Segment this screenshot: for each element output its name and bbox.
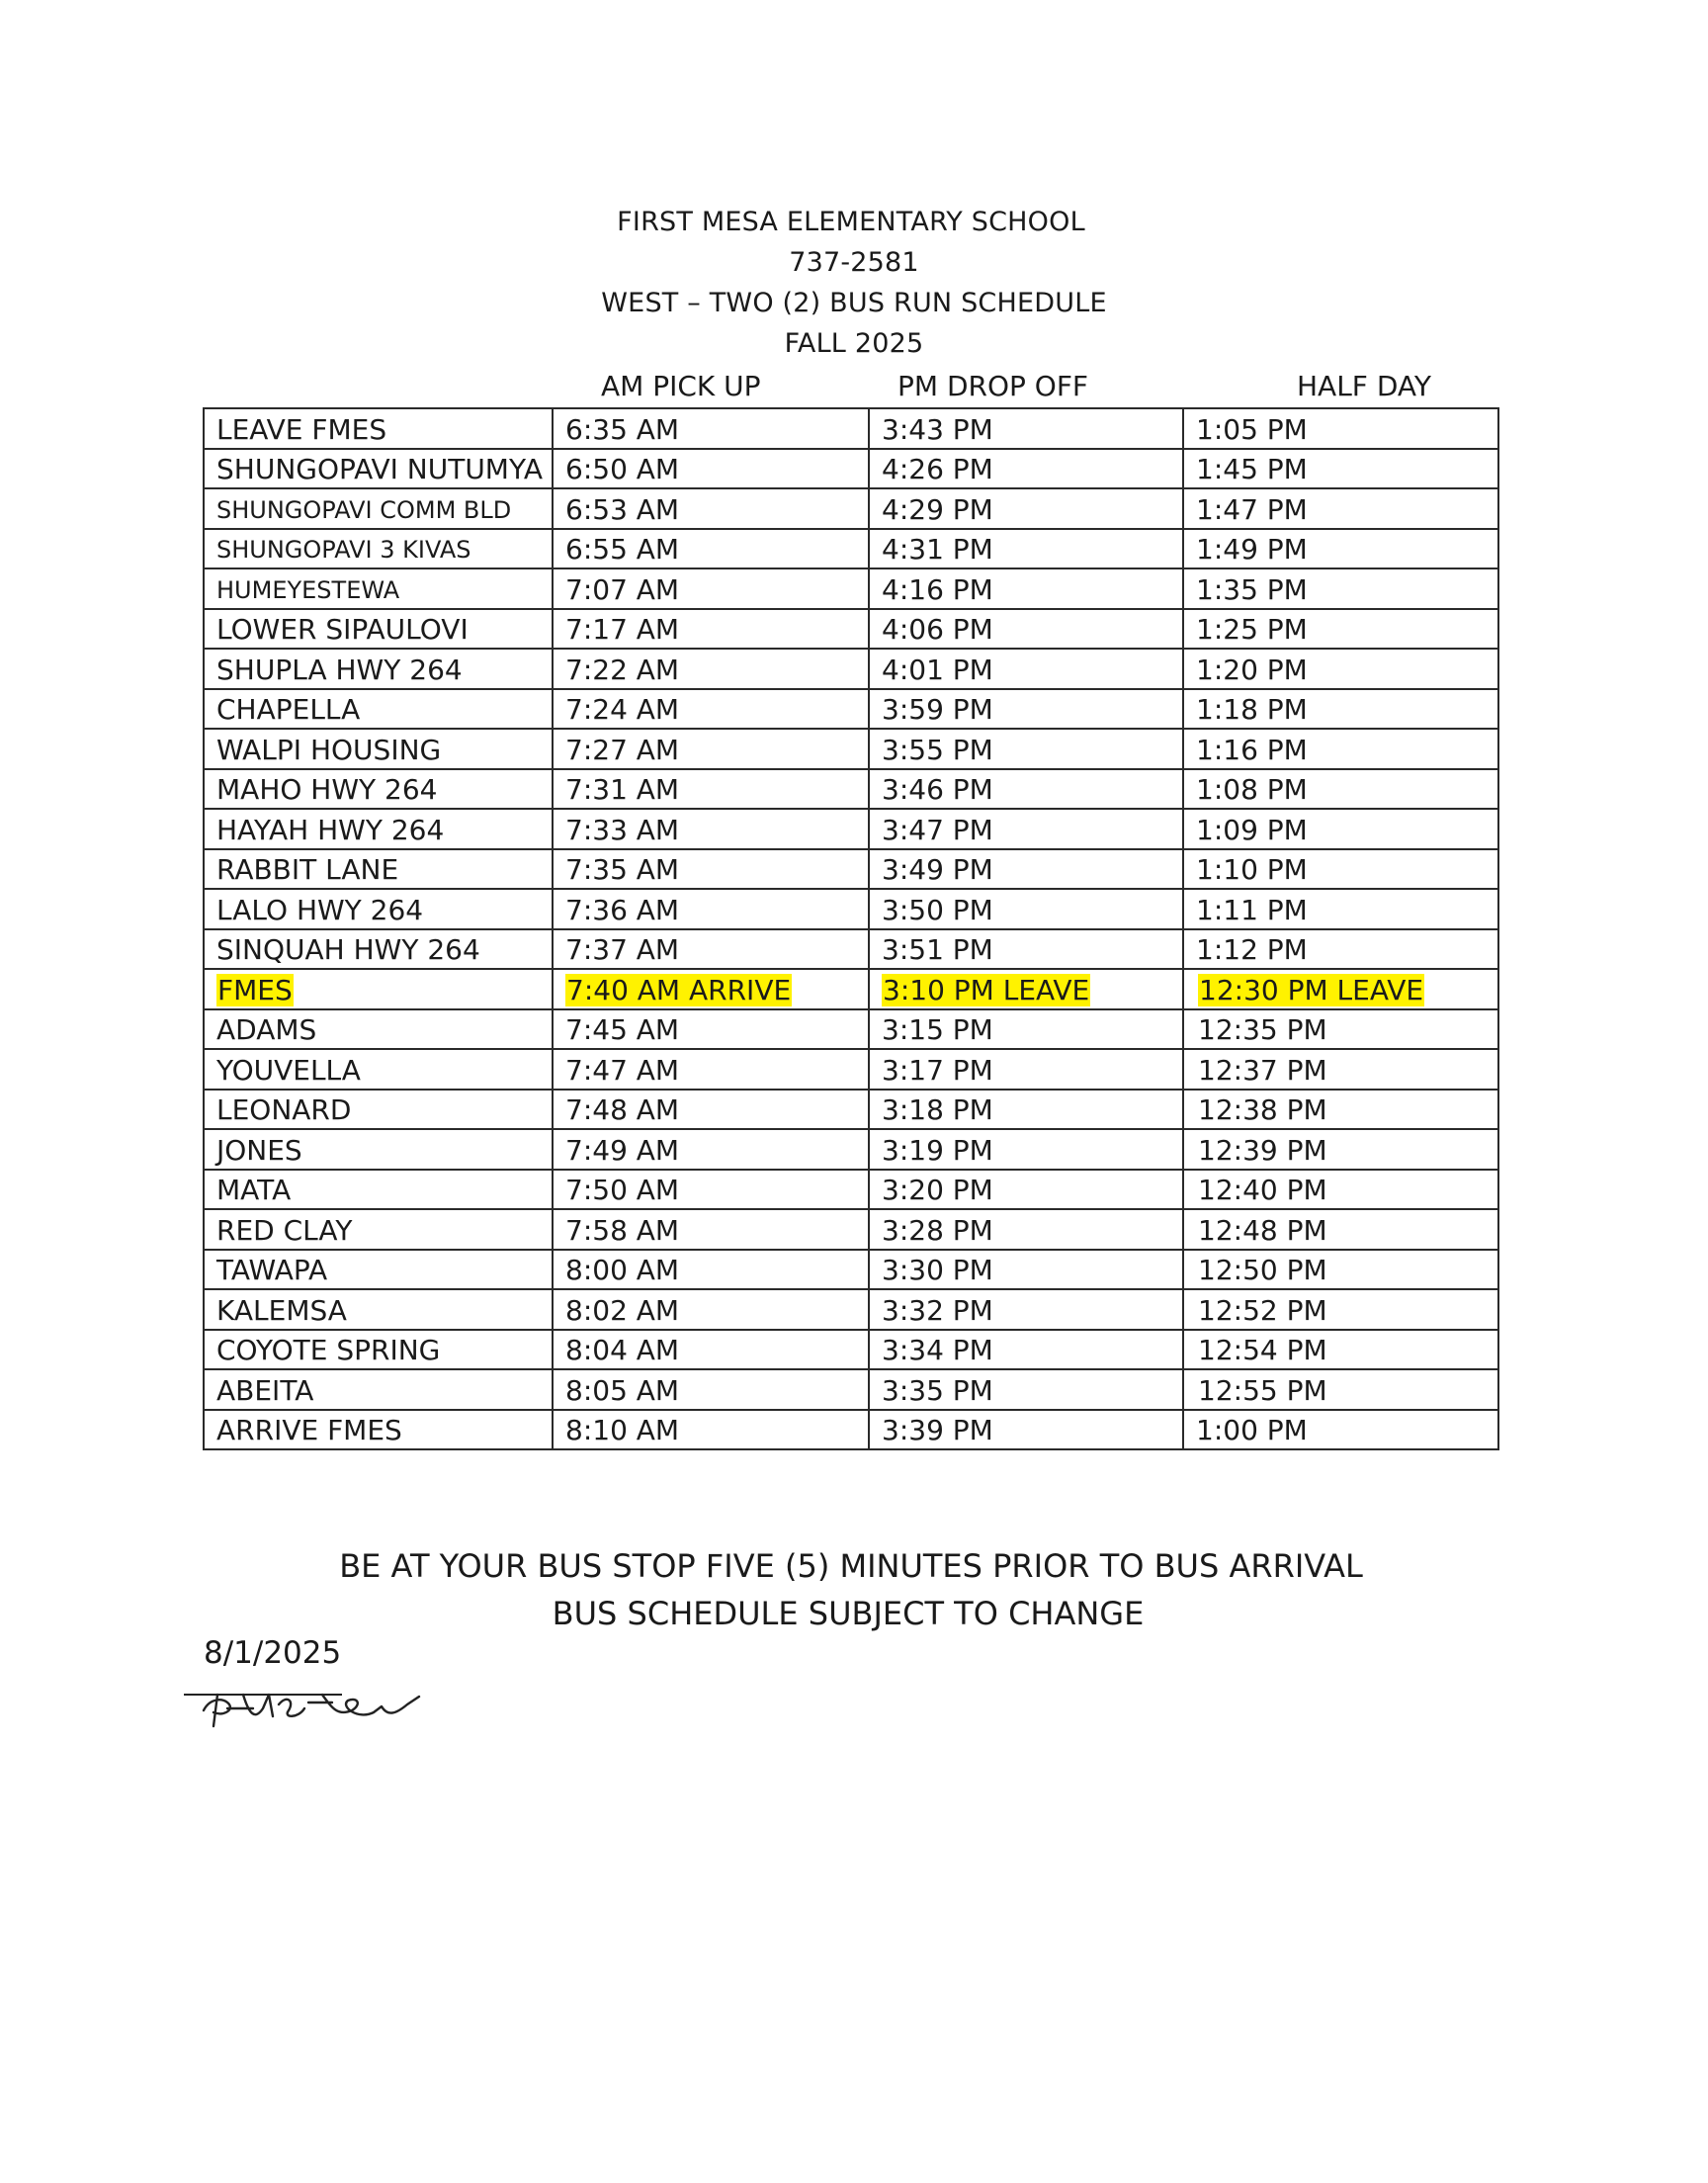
cell-text: 1:10 PM — [1196, 853, 1308, 886]
cell-text: 8:10 AM — [565, 1414, 680, 1446]
stop-cell — [204, 1369, 553, 1410]
cell-text: 3:30 PM — [882, 1254, 993, 1286]
table-row — [204, 488, 1498, 529]
cell-text: 1:35 PM — [1196, 572, 1308, 606]
half-day-cell — [1183, 809, 1498, 849]
stop-cell — [204, 568, 553, 609]
stop-cell — [204, 1129, 553, 1170]
cell-text: 1:11 PM — [1196, 893, 1308, 926]
cell-text: 3:19 PM — [882, 1133, 993, 1167]
cell-text: 1:20 PM — [1196, 653, 1308, 686]
cell-text: 1:49 PM — [1196, 533, 1308, 566]
am-pickup-cell — [553, 1170, 869, 1210]
stop-cell — [204, 1410, 553, 1450]
cell-text: 6:35 AM — [565, 412, 680, 446]
cell-text: RABBIT LANE — [216, 853, 399, 886]
cell-text: 3:28 PM — [882, 1213, 993, 1247]
stop-cell — [204, 889, 553, 929]
cell-text: 1:05 PM — [1196, 412, 1308, 446]
cell-text: 7:36 AM — [565, 893, 680, 926]
cell-text: 3:49 PM — [882, 853, 993, 886]
cell-text: 6:50 AM — [565, 453, 680, 485]
cell-text: 7:33 AM — [565, 813, 680, 846]
table-row — [204, 849, 1498, 890]
half-day-cell — [1183, 1009, 1498, 1050]
half-day-cell — [1183, 1250, 1498, 1290]
cell-text: KALEMSA — [216, 1293, 347, 1327]
cell-text: 7:31 AM — [565, 773, 680, 806]
half-day-cell — [1183, 609, 1498, 650]
half-day-cell — [1183, 689, 1498, 730]
cell-text: 3:43 PM — [882, 412, 993, 446]
cell-text: 4:01 PM — [882, 653, 993, 686]
stop-cell — [204, 1250, 553, 1290]
table-row — [204, 568, 1498, 609]
pm-dropoff-cell — [869, 1009, 1183, 1050]
table-row — [204, 929, 1498, 970]
cell-text: LEAVE FMES — [216, 412, 387, 446]
cell-text: 3:46 PM — [882, 773, 993, 806]
cell-text: LEONARD — [216, 1093, 352, 1126]
cell-text: 3:15 PM — [882, 1013, 993, 1046]
table-row — [204, 408, 1498, 449]
half-day-cell — [1183, 889, 1498, 929]
am-pickup-cell — [553, 969, 869, 1009]
table-row — [204, 1289, 1498, 1330]
cell-text: RED CLAY — [216, 1213, 353, 1247]
schedule-table-body — [204, 408, 1498, 1449]
cell-text: CHAPELLA — [216, 693, 361, 726]
half-day-cell — [1183, 729, 1498, 769]
cell-text: MAHO HWY 264 — [216, 773, 438, 806]
cell-text: 1:47 PM — [1196, 492, 1308, 526]
cell-text: SHUNGOPAVI COMM BLD — [216, 495, 512, 524]
am-pickup-cell — [553, 529, 869, 569]
signature-date: 8/1/2025 — [204, 1635, 342, 1671]
half-day-cell — [1183, 649, 1498, 689]
half-day-cell — [1183, 1369, 1498, 1410]
school-phone: 737-2581 — [789, 247, 919, 278]
cell-text: 12:38 PM — [1198, 1093, 1327, 1126]
cell-text: 3:39 PM — [882, 1414, 993, 1446]
table-row — [204, 1369, 1498, 1410]
am-pickup-cell — [553, 488, 869, 529]
half-day-cell — [1183, 929, 1498, 970]
cell-text: 12:54 PM — [1198, 1334, 1327, 1366]
pm-dropoff-cell — [869, 449, 1183, 489]
cell-text: 12:55 PM — [1198, 1373, 1327, 1407]
handwritten-signature — [184, 1665, 441, 1734]
stop-cell — [204, 969, 553, 1009]
table-row — [204, 649, 1498, 689]
highlighted-text: FMES — [217, 973, 293, 1006]
am-pickup-cell — [553, 1209, 869, 1250]
half-day-cell — [1183, 1049, 1498, 1090]
table-row — [204, 1250, 1498, 1290]
stop-cell — [204, 649, 553, 689]
cell-text: 7:58 AM — [565, 1213, 680, 1247]
cell-text: 12:50 PM — [1198, 1254, 1327, 1286]
cell-text: 8:05 AM — [565, 1373, 680, 1407]
half-day-cell — [1183, 1289, 1498, 1330]
stop-cell — [204, 1009, 553, 1050]
school-name: FIRST MESA ELEMENTARY SCHOOL — [617, 207, 1085, 237]
schedule-notes — [0, 1542, 1708, 1637]
pm-dropoff-cell — [869, 568, 1183, 609]
pm-dropoff-cell — [869, 1410, 1183, 1450]
column-header-half-day: HALF DAY — [1297, 370, 1431, 402]
half-day-cell — [1183, 1330, 1498, 1370]
cell-text: ARRIVE FMES — [216, 1414, 402, 1446]
pm-dropoff-cell — [869, 929, 1183, 970]
schedule-title: WEST – TWO (2) BUS RUN SCHEDULE — [601, 288, 1107, 318]
cell-text: SHUNGOPAVI 3 KIVAS — [216, 536, 471, 564]
pm-dropoff-cell — [869, 1330, 1183, 1370]
highlighted-text: 12:30 PM LEAVE — [1199, 973, 1424, 1006]
cell-text: 3:20 PM — [882, 1174, 993, 1206]
table-row — [204, 529, 1498, 569]
table-row — [204, 689, 1498, 730]
stop-cell — [204, 849, 553, 890]
am-pickup-cell — [553, 1289, 869, 1330]
cell-text: ADAMS — [216, 1013, 317, 1046]
cell-text: 3:59 PM — [882, 693, 993, 726]
column-headers — [0, 370, 1708, 409]
cell-text: ABEITA — [216, 1373, 314, 1407]
cell-text: 3:35 PM — [882, 1373, 993, 1407]
cell-text: 7:50 AM — [565, 1174, 680, 1206]
am-pickup-cell — [553, 1369, 869, 1410]
half-day-cell — [1183, 1410, 1498, 1450]
pm-dropoff-cell — [869, 1250, 1183, 1290]
table-row — [204, 1090, 1498, 1130]
cell-text: 7:37 AM — [565, 933, 680, 966]
cell-text: 4:16 PM — [882, 572, 993, 606]
pm-dropoff-cell — [869, 488, 1183, 529]
pm-dropoff-cell — [869, 769, 1183, 810]
cell-text: 12:37 PM — [1198, 1053, 1327, 1087]
cell-text: 12:40 PM — [1198, 1174, 1327, 1206]
am-pickup-cell — [553, 1250, 869, 1290]
pm-dropoff-cell — [869, 1170, 1183, 1210]
cell-text: 1:16 PM — [1196, 733, 1308, 766]
highlighted-text: 3:10 PM LEAVE — [883, 973, 1090, 1006]
cell-text: 3:50 PM — [882, 893, 993, 926]
half-day-cell — [1183, 849, 1498, 890]
cell-text: 7:27 AM — [565, 733, 680, 766]
pm-dropoff-cell — [869, 609, 1183, 650]
table-row — [204, 809, 1498, 849]
pm-dropoff-cell — [869, 649, 1183, 689]
am-pickup-cell — [553, 649, 869, 689]
cell-text: LALO HWY 264 — [216, 893, 424, 926]
half-day-cell — [1183, 488, 1498, 529]
cell-text: 3:47 PM — [882, 813, 993, 846]
cell-text: HUMEYESTEWA — [216, 575, 400, 604]
am-pickup-cell — [553, 809, 869, 849]
highlighted-text: 7:40 AM ARRIVE — [566, 973, 792, 1006]
half-day-cell — [1183, 449, 1498, 489]
cell-text: SINQUAH HWY 264 — [216, 933, 480, 966]
am-pickup-cell — [553, 729, 869, 769]
table-row — [204, 1209, 1498, 1250]
am-pickup-cell — [553, 1049, 869, 1090]
cell-text: 1:12 PM — [1196, 933, 1308, 966]
pm-dropoff-cell — [869, 1129, 1183, 1170]
stop-cell — [204, 1170, 553, 1210]
am-pickup-cell — [553, 449, 869, 489]
cell-text: 8:02 AM — [565, 1293, 680, 1327]
pm-dropoff-cell — [869, 689, 1183, 730]
table-row — [204, 609, 1498, 650]
cell-text: SHUPLA HWY 264 — [216, 653, 463, 686]
cell-text: 6:55 AM — [565, 533, 680, 566]
am-pickup-cell — [553, 849, 869, 890]
table-row — [204, 769, 1498, 810]
pm-dropoff-cell — [869, 849, 1183, 890]
note-subject-to-change: BUS SCHEDULE SUBJECT TO CHANGE — [552, 1595, 1145, 1632]
cell-text: JONES — [216, 1133, 302, 1167]
cell-text: 6:53 AM — [565, 492, 680, 526]
stop-cell — [204, 488, 553, 529]
stop-cell — [204, 769, 553, 810]
cell-text: 7:35 AM — [565, 853, 680, 886]
cell-text: 3:18 PM — [882, 1093, 993, 1126]
pm-dropoff-cell — [869, 729, 1183, 769]
half-day-cell — [1183, 969, 1498, 1009]
am-pickup-cell — [553, 1009, 869, 1050]
cell-text: 3:34 PM — [882, 1334, 993, 1366]
pm-dropoff-cell — [869, 1369, 1183, 1410]
cell-text: 3:17 PM — [882, 1053, 993, 1087]
cell-text: 12:35 PM — [1198, 1013, 1327, 1046]
column-header-am: AM PICK UP — [601, 370, 761, 402]
cell-text: SHUNGOPAVI NUTUMYA — [216, 453, 544, 485]
cell-text: TAWAPA — [216, 1254, 328, 1286]
table-row — [204, 449, 1498, 489]
cell-text: 7:47 AM — [565, 1053, 680, 1087]
half-day-cell — [1183, 1209, 1498, 1250]
am-pickup-cell — [553, 609, 869, 650]
cell-text: 1:09 PM — [1196, 813, 1308, 846]
pm-dropoff-cell — [869, 1289, 1183, 1330]
pm-dropoff-cell — [869, 1090, 1183, 1130]
half-day-cell — [1183, 1090, 1498, 1130]
am-pickup-cell — [553, 889, 869, 929]
cell-text: 3:32 PM — [882, 1293, 993, 1327]
cell-text: 7:22 AM — [565, 653, 680, 686]
am-pickup-cell — [553, 1330, 869, 1370]
cell-text: 3:55 PM — [882, 733, 993, 766]
cell-text: 4:31 PM — [882, 533, 993, 566]
cell-text: 3:51 PM — [882, 933, 993, 966]
half-day-cell — [1183, 568, 1498, 609]
cell-text: YOUVELLA — [216, 1053, 361, 1087]
cell-text: 4:26 PM — [882, 453, 993, 485]
stop-cell — [204, 929, 553, 970]
cell-text: MATA — [216, 1174, 292, 1206]
cell-text: LOWER SIPAULOVI — [216, 613, 469, 646]
pm-dropoff-cell — [869, 529, 1183, 569]
stop-cell — [204, 1209, 553, 1250]
cell-text: 1:45 PM — [1196, 453, 1308, 485]
cell-text: 8:04 AM — [565, 1334, 680, 1366]
cell-text: 4:29 PM — [882, 492, 993, 526]
stop-cell — [204, 1090, 553, 1130]
pm-dropoff-cell — [869, 969, 1183, 1009]
cell-text: COYOTE SPRING — [216, 1334, 441, 1366]
cell-text: 1:00 PM — [1196, 1414, 1308, 1446]
cell-text: 12:39 PM — [1198, 1133, 1327, 1167]
stop-cell — [204, 729, 553, 769]
stop-cell — [204, 1289, 553, 1330]
cell-text: 12:52 PM — [1198, 1293, 1327, 1327]
half-day-cell — [1183, 1129, 1498, 1170]
pm-dropoff-cell — [869, 1209, 1183, 1250]
am-pickup-cell — [553, 568, 869, 609]
table-row — [204, 1170, 1498, 1210]
stop-cell — [204, 408, 553, 449]
stop-cell — [204, 1049, 553, 1090]
pm-dropoff-cell — [869, 408, 1183, 449]
table-row — [204, 889, 1498, 929]
stop-cell — [204, 809, 553, 849]
cell-text: 7:49 AM — [565, 1133, 680, 1167]
am-pickup-cell — [553, 408, 869, 449]
am-pickup-cell — [553, 1090, 869, 1130]
cell-text: 1:18 PM — [1196, 693, 1308, 726]
cell-text: 1:08 PM — [1196, 773, 1308, 806]
table-row — [204, 1049, 1498, 1090]
document-header — [0, 202, 1708, 364]
table-row — [204, 729, 1498, 769]
am-pickup-cell — [553, 689, 869, 730]
am-pickup-cell — [553, 1129, 869, 1170]
stop-cell — [204, 609, 553, 650]
table-row — [204, 1129, 1498, 1170]
half-day-cell — [1183, 769, 1498, 810]
note-arrival: BE AT YOUR BUS STOP FIVE (5) MINUTES PRIOR TO BUS ARRIVAL — [339, 1547, 1363, 1585]
cell-text: 4:06 PM — [882, 613, 993, 646]
cell-text: 7:48 AM — [565, 1093, 680, 1126]
cell-text: 7:24 AM — [565, 693, 680, 726]
table-row — [204, 969, 1498, 1009]
pm-dropoff-cell — [869, 809, 1183, 849]
am-pickup-cell — [553, 769, 869, 810]
column-header-pm: PM DROP OFF — [897, 370, 1089, 402]
am-pickup-cell — [553, 929, 869, 970]
cell-text: 7:17 AM — [565, 613, 680, 646]
table-row — [204, 1410, 1498, 1450]
half-day-cell — [1183, 529, 1498, 569]
cell-text: 7:45 AM — [565, 1013, 680, 1046]
half-day-cell — [1183, 1170, 1498, 1210]
cell-text: 8:00 AM — [565, 1254, 680, 1286]
cell-text: HAYAH HWY 264 — [216, 813, 445, 846]
cell-text: 1:25 PM — [1196, 613, 1308, 646]
stop-cell — [204, 529, 553, 569]
am-pickup-cell — [553, 1410, 869, 1450]
cell-text: WALPI HOUSING — [216, 733, 442, 766]
bus-schedule-table — [203, 407, 1499, 1450]
pm-dropoff-cell — [869, 1049, 1183, 1090]
half-day-cell — [1183, 408, 1498, 449]
schedule-term: FALL 2025 — [784, 328, 924, 359]
stop-cell — [204, 449, 553, 489]
cell-text: 7:07 AM — [565, 572, 680, 606]
table-row — [204, 1009, 1498, 1050]
stop-cell — [204, 689, 553, 730]
pm-dropoff-cell — [869, 889, 1183, 929]
table-row — [204, 1330, 1498, 1370]
cell-text: 12:48 PM — [1198, 1213, 1327, 1247]
stop-cell — [204, 1330, 553, 1370]
